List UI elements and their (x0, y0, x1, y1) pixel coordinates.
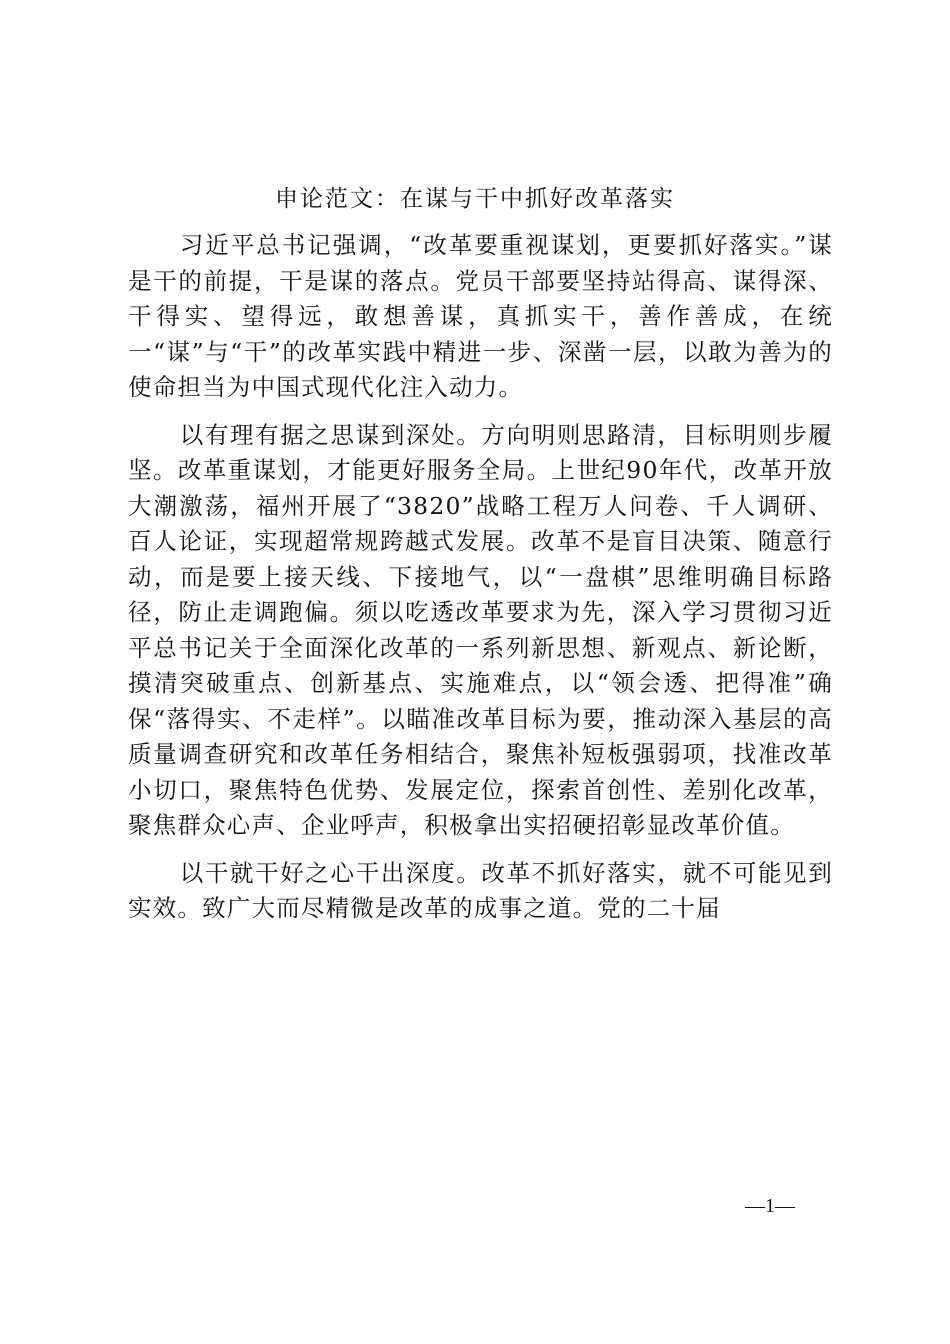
paragraph-intro: 习近平总书记强调，“改革要重视谋划，更要抓好落实。”谋是干的前提，干是谋的落点。党员干部要坚持站得高、谋得深、干得实、望得远，敢想善谋，真抓实干，善作善成，在统一“谋”与“干”的改革实践中精进一步、深凿一层，以敢为善为的使命担当为中国式现代化注入动力。 (128, 231, 833, 401)
document-body (128, 228, 833, 927)
document-title: 申论范文：在谋与干中抓好改革落实 (275, 186, 675, 212)
paragraph-execution: 以干就干好之心干出深度。改革不抓好落实，就不可能见到实效。致广大而尽精微是改革的成事之道。党的二十届 (128, 858, 833, 922)
paragraph-planning: 以有理有据之思谋到深处。方向明则思路清，目标明则步履坚。改革重谋划，才能更好服务全局。上世纪90年代，改革开放大潮激荡，福州开展了“3820”战略工程万人问卷、千人调研、百人论证，实现超常规跨越式发展。改革不是盲目决策、随意行动，而是要上接天线、下接地气，以“一盘棋”思维明确目标路径，防止走调跑偏。须以吃透改革要求为先，深入学习贯彻习近平总书记关于全面深化改革的一系列新思想、新观点、新论断，摸清突破重点、创新基点、实施难点，以“领会透、把得准”确保“落得实、不走样”。以瞄准改革目标为要，推动深入基层的高质量调查研究和改革任务相结合，聚焦补短板强弱项，找准改革小切口，聚焦特色优势、发展定位，探索首创性、差别化改革，聚焦群众心声、企业呼声，积极拿出实招硬招彰显改革价值。 (128, 420, 833, 839)
page-number: —1— (745, 1195, 795, 1217)
